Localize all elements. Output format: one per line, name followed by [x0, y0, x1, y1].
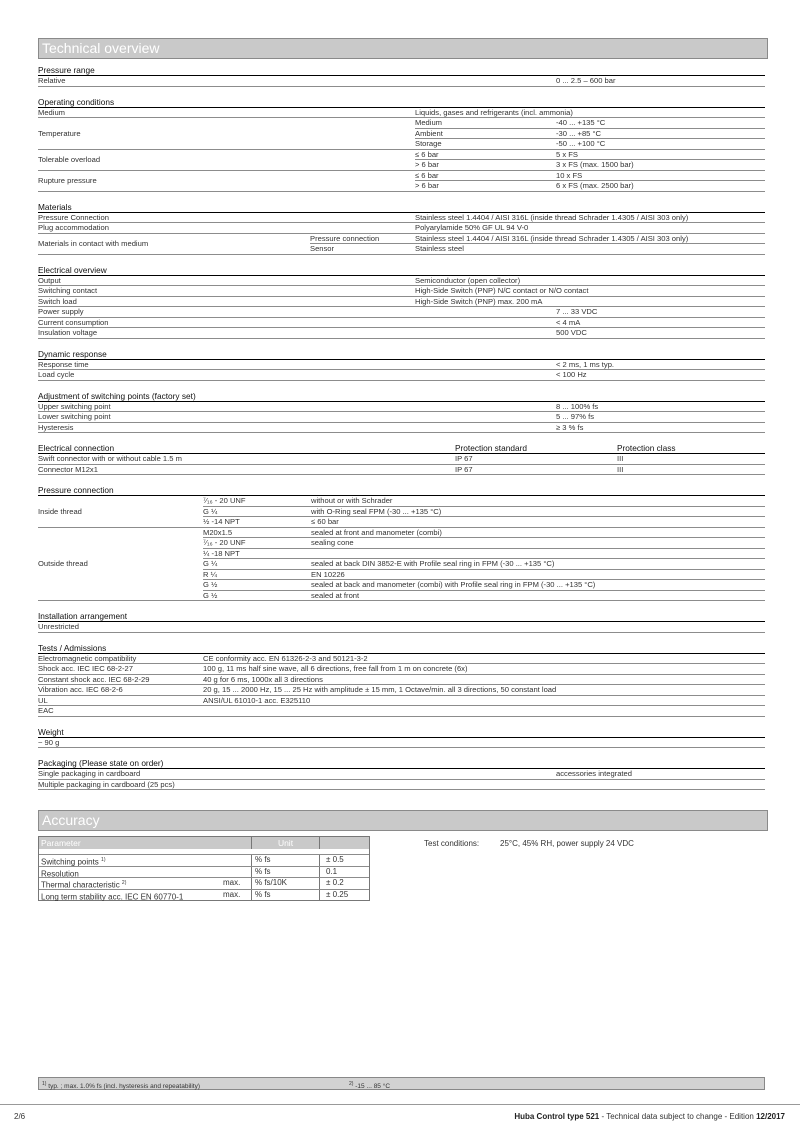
spec-cell: G ½ [203, 580, 311, 591]
section-title-text: Electrical overview [38, 264, 107, 275]
spec-cell: Lower switching point [38, 412, 556, 423]
group-label: Inside thread [38, 496, 203, 527]
spec-cell [415, 328, 556, 339]
spec-cell: without or with Schrader [311, 496, 765, 506]
footer-middle: - Technical data subject to change - Edition [599, 1112, 757, 1121]
spec-cell: -30 ... +85 °C [556, 128, 765, 139]
spec-cell: Stainless steel 1.4404 / AISI 316L (inside thread Schrader 1.4305 / AISI 303 only) [415, 213, 765, 223]
accuracy-row [39, 854, 369, 866]
section-title [38, 265, 765, 276]
spec-cell: 8 ... 100% fs [556, 402, 765, 412]
section-title [38, 643, 765, 654]
section-title-text: Installation arrangement [38, 611, 128, 621]
section-title [38, 349, 765, 360]
qualifier [223, 867, 251, 878]
spec-cell: 7 ... 33 VDC [556, 307, 765, 318]
parameter [39, 867, 223, 878]
spec-cell: ANSI/UL 61010-1 acc. E325110 [203, 695, 765, 706]
section-title-text: Electrical connection [38, 443, 115, 453]
spec-cell: Electromagnetic compatibility [38, 654, 203, 664]
spec-row [38, 685, 765, 696]
spec-cell: ~ 90 g [38, 738, 765, 748]
spec-cell: Stainless steel 1.4404 / AISI 316L (inside thread Schrader 1.4305 / AISI 303 only) [415, 233, 765, 244]
footnote-text: -15 ... 85 °C [355, 1083, 391, 1091]
spec-row [38, 76, 765, 86]
spec-cell: 5 x FS [556, 149, 765, 160]
section-adjustment-of-switching-points-factory-set [38, 391, 765, 434]
spec-cell: G ¼ [203, 559, 311, 570]
spec-cell: ≥ 3 % fs [556, 422, 765, 433]
parameter [39, 890, 223, 901]
group-label: Outside thread [38, 527, 203, 601]
spec-cell: Pressure connection [310, 233, 415, 244]
spec-cell: ≤ 6 bar [415, 149, 556, 160]
spec-cell: UL [38, 695, 203, 706]
spec-row [38, 307, 765, 318]
section-title [38, 727, 765, 738]
unit: % fs/10K [251, 878, 319, 889]
spec-table [38, 76, 765, 87]
spec-cell [310, 213, 415, 223]
spec-cell: with O-Ring seal FPM (-30 ... +135 °C) [311, 506, 765, 517]
spec-cell: IP 67 [455, 454, 617, 464]
spec-cell [415, 317, 556, 328]
footnote-ref: 1) [101, 857, 106, 863]
spec-row [38, 527, 765, 538]
value: ± 0.25 [319, 890, 369, 901]
section-weight [38, 727, 765, 749]
test-conditions-label: Test conditions: [424, 839, 480, 848]
spec-cell [415, 307, 556, 318]
edition: 12/2017 [756, 1112, 785, 1121]
section-operating-conditions [38, 97, 765, 192]
group-label: Tolerable overload [38, 149, 415, 170]
spec-cell: Output [38, 276, 415, 286]
qualifier: max. [223, 878, 241, 887]
section-pressure-range [38, 65, 765, 87]
spec-cell: 3 x FS (max. 1500 bar) [556, 160, 765, 171]
footer-divider [0, 1104, 800, 1105]
qualifier: max. [223, 889, 241, 899]
spec-cell [203, 706, 765, 717]
spec-cell: Shock acc. IEC IEC 68-2-27 [38, 664, 203, 675]
spec-cell: R ¼ [203, 569, 311, 580]
footnote-mark: 1) [42, 1081, 47, 1087]
spec-cell: High-Side Switch (PNP) N/C contact or N/O contact [415, 286, 589, 295]
spec-cell: Stainless steel [415, 244, 765, 255]
section-band-title: Accuracy [42, 812, 100, 828]
section-band-title: Technical overview [42, 40, 160, 56]
spec-row [38, 286, 765, 297]
spec-cell: ≤ 6 bar [415, 170, 556, 181]
footnote-ref: 2) [121, 880, 127, 886]
spec-cell: < 100 Hz [556, 370, 765, 381]
spec-cell: > 6 bar [415, 181, 556, 192]
spec-cell: sealing cone [311, 538, 765, 549]
accuracy-table [38, 836, 370, 901]
spec-table [38, 402, 765, 434]
spec-cell: III [617, 454, 765, 464]
value: ± 0.2 [319, 878, 369, 889]
page-number: 2/6 [14, 1112, 26, 1121]
spec-row [38, 422, 765, 433]
footnotes [38, 1077, 765, 1090]
spec-cell [556, 276, 765, 286]
spec-cell: ⁷⁄₁₆ - 20 UNF [203, 496, 311, 506]
spec-cell: 5 ... 97% fs [556, 412, 765, 423]
unit: % fs [251, 890, 319, 901]
spec-row [38, 170, 765, 181]
value: ± 0.5 [319, 855, 369, 866]
section-title-text: Weight [38, 726, 64, 737]
technical-sections [38, 58, 765, 790]
footnote-mark: 2) [349, 1081, 354, 1087]
group-label: Materials in contact with medium [38, 233, 310, 254]
section-title-text: Pressure range [38, 65, 95, 75]
footnote-1 [42, 1078, 200, 1093]
section-title [38, 611, 765, 622]
spec-table [38, 213, 765, 255]
spec-cell: Medium [415, 118, 556, 129]
spec-cell: sealed at front and manometer (combi) [311, 527, 765, 538]
spec-cell: Vibration acc. IEC 68-2-6 [38, 685, 203, 696]
section-title-text: Pressure connection [38, 485, 114, 495]
section-installation-arrangement [38, 611, 765, 633]
spec-cell: ¼ -18 NPT [203, 548, 311, 559]
spec-cell: Power supply [38, 307, 415, 318]
spec-row [38, 360, 765, 370]
parameter [39, 878, 223, 889]
header-qualifier [223, 837, 251, 849]
footer-text [514, 1112, 785, 1121]
spec-row [38, 779, 765, 790]
technical-overview-header [38, 38, 768, 59]
spec-table [38, 496, 765, 601]
section-tests-admissions [38, 643, 765, 717]
section-title-text: Adjustment of switching points (factory set) [38, 390, 196, 401]
test-conditions [424, 839, 634, 848]
spec-table [38, 654, 765, 717]
section-title-text: Materials [38, 201, 72, 212]
spec-cell: 500 VDC [556, 328, 765, 339]
spec-cell: < 2 ms, 1 ms typ. [556, 360, 765, 370]
header-unit: Unit [251, 837, 319, 849]
spec-cell: G ½ [203, 590, 311, 601]
parameter [39, 855, 223, 866]
section-materials [38, 202, 765, 255]
accuracy-row [39, 877, 369, 889]
section-title [38, 65, 765, 76]
parameter-name: Thermal characteristic [41, 880, 120, 890]
spec-cell [310, 223, 415, 234]
spec-row [38, 296, 765, 307]
header-value [319, 837, 369, 849]
spec-cell: sealed at front [311, 590, 765, 601]
spec-cell: sealed at back DIN 3852-E with Profile seal ring in FPM (-30 ... +135 °C) [311, 559, 765, 570]
spec-cell: IP 67 [455, 464, 617, 475]
spec-cell [556, 296, 765, 307]
spec-cell: EAC [38, 706, 203, 717]
spec-cell [311, 548, 765, 559]
spec-table [38, 360, 765, 381]
section-packaging-please-state-on-order [38, 758, 765, 790]
parameter-name: Resolution [41, 869, 79, 879]
spec-row [38, 706, 765, 717]
spec-cell: G ¼ [203, 506, 311, 517]
section-title [38, 485, 765, 496]
spec-cell: Plug accommodation [38, 223, 310, 234]
footnote-2 [349, 1078, 390, 1093]
accuracy-row [39, 866, 369, 878]
spec-cell: Pressure Connection [38, 213, 310, 223]
group-label: Temperature [38, 118, 415, 150]
section-title-text: Tests / Admissions [38, 642, 107, 653]
group-label: Rupture pressure [38, 170, 415, 191]
spec-cell: EN 10226 [311, 569, 765, 580]
spec-cell: -40 ... +135 °C [556, 118, 765, 129]
spec-cell [556, 779, 765, 790]
spec-cell: High-Side Switch (PNP) max. 200 mA [415, 296, 556, 307]
section-title-text: Packaging (Please state on order) [38, 758, 164, 768]
spec-cell: Current consumption [38, 317, 415, 328]
spec-cell: M20x1.5 [203, 527, 311, 538]
header-parameter: Parameter [41, 838, 81, 848]
spec-row [38, 118, 765, 129]
spec-cell: < 4 mA [556, 317, 765, 328]
section-title [38, 97, 765, 108]
spec-cell: Ambient [415, 128, 556, 139]
parameter-name: Switching points [41, 857, 99, 867]
spec-row [38, 233, 765, 244]
spec-row [38, 464, 765, 475]
spec-cell: Semiconductor (open collector) [415, 276, 556, 286]
unit: % fs [251, 855, 319, 866]
spec-cell: Storage [415, 139, 556, 150]
spec-cell: Load cycle [38, 370, 556, 381]
spec-cell: 6 x FS (max. 2500 bar) [556, 181, 765, 192]
column-header: Protection standard [455, 443, 527, 453]
spec-row [38, 149, 765, 160]
spec-row [38, 454, 765, 464]
spec-row [38, 213, 765, 223]
spec-cell: 10 x FS [556, 170, 765, 181]
spec-row [38, 496, 765, 506]
spec-cell: Swift connector with or without cable 1.5 m [38, 454, 455, 464]
spec-cell [556, 108, 765, 118]
section-title [38, 391, 765, 402]
spec-cell: Switching contact [38, 286, 415, 297]
accuracy-row [39, 889, 369, 901]
spec-row [38, 412, 765, 423]
section-electrical-connection [38, 443, 765, 475]
spec-cell: Single packaging in cardboard [38, 769, 556, 779]
spec-row [38, 317, 765, 328]
spec-row [38, 664, 765, 675]
column-header: Protection class [617, 443, 676, 453]
spec-row [38, 769, 765, 779]
unit: % fs [251, 867, 319, 878]
spec-row [38, 654, 765, 664]
spec-table [38, 622, 765, 633]
spec-cell: Switch load [38, 296, 415, 307]
footnote-text: typ. ; max. 1.0% fs (incl. hysteresis and repeatability) [48, 1083, 200, 1091]
parameter-name: Long term stability acc. IEC EN 60770-1 [41, 892, 184, 902]
qualifier [223, 855, 251, 866]
section-pressure-connection [38, 485, 765, 601]
spec-cell: Unrestricted [38, 622, 765, 632]
spec-cell: 100 g, 11 ms half sine wave, all 6 directions, free fall from 1 m on concrete (6x) [203, 664, 765, 675]
spec-cell: Polyarylamide 50% GF UL 94 V-0 [415, 223, 765, 234]
spec-row [38, 223, 765, 234]
spec-cell: Connector M12x1 [38, 464, 455, 475]
spec-row [38, 276, 765, 286]
spec-cell: -50 ... +100 °C [556, 139, 765, 150]
spec-cell: > 6 bar [415, 160, 556, 171]
spec-row [38, 328, 765, 339]
spec-cell: Liquids, gases and refrigerants (incl. ammonia) [415, 107, 573, 117]
spec-table [38, 738, 765, 749]
spec-row [38, 674, 765, 685]
spec-cell: Medium [38, 108, 415, 118]
spec-cell: Insulation voltage [38, 328, 415, 339]
section-title-text: Dynamic response [38, 348, 107, 359]
spec-cell: ⁷⁄₁₆ - 20 UNF [203, 538, 311, 549]
spec-row [38, 370, 765, 381]
spec-cell: III [617, 464, 765, 475]
spec-cell: Upper switching point [38, 402, 556, 412]
spec-row [38, 622, 765, 632]
spec-cell: ≤ 60 bar [311, 517, 765, 528]
spec-cell: Hysteresis [38, 422, 556, 433]
section-title [38, 202, 765, 213]
value: 0.1 [319, 867, 369, 878]
section-title [38, 758, 765, 769]
test-conditions-value: 25°C, 45% RH, power supply 24 VDC [500, 839, 634, 848]
section-title-text: Operating conditions [38, 96, 115, 107]
spec-row [38, 108, 765, 118]
spec-table [38, 769, 765, 790]
spec-cell: 20 g, 15 ... 2000 Hz, 15 ... 25 Hz with amplitude ± 15 mm, 1 Octave/min. all 3 directions, 50 constant load [203, 685, 765, 696]
accuracy-table-header [39, 837, 369, 849]
spec-table [38, 454, 765, 475]
product-name: Huba Control type 521 [514, 1112, 600, 1121]
spec-cell: Response time [38, 360, 556, 370]
spec-cell: Multiple packaging in cardboard (25 pcs) [38, 779, 556, 790]
spec-table [38, 108, 765, 192]
spec-cell: Relative [38, 76, 556, 86]
spec-table [38, 276, 765, 339]
spec-cell: 40 g for 6 ms, 1000x all 3 directions [203, 674, 765, 685]
spec-row [38, 738, 765, 748]
section-dynamic-response [38, 349, 765, 381]
spec-cell: Sensor [310, 244, 415, 255]
spec-cell: sealed at back and manometer (combi) with Profile seal ring in FPM (-30 ... +135 °C) [311, 580, 765, 591]
spec-cell: ½ -14 NPT [203, 517, 311, 528]
spec-cell: 0 ... 2.5 – 600 bar [556, 76, 765, 86]
spec-row [38, 695, 765, 706]
spec-cell: accessories integrated [556, 769, 765, 779]
spec-row [38, 402, 765, 412]
accuracy-header [38, 810, 768, 831]
section-title [38, 443, 765, 454]
section-electrical-overview [38, 265, 765, 339]
spec-cell: CE conformity acc. EN 61326-2-3 and 50121-3-2 [203, 654, 765, 664]
spec-cell: Constant shock acc. IEC 68-2-29 [38, 674, 203, 685]
